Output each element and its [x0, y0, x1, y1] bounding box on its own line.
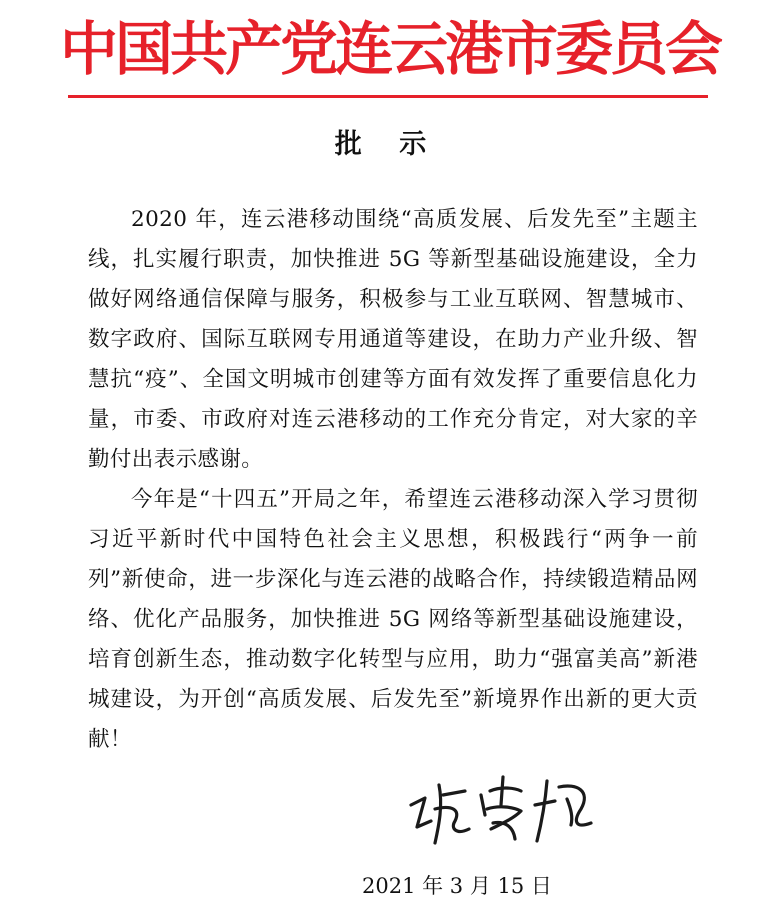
paragraph: 今年是“十四五”开局之年，希望连云港移动深入学习贯彻习近平新时代中国特色社会主义思想，积极践行“两争一前列”新使命，进一步深化与连云港的战略合作，持续锻造精品网络、优化产品服务，加快推进 5G 网络等新型基础设施建设，培育创新生态，推动数字化转型与应用，助力“强富美高”新港城建设，为开创“高质发展、后发先至”新境界作出新的更大贡献！ — [88, 487, 698, 752]
handwritten-signature — [395, 765, 610, 860]
signature-stroke — [501, 777, 503, 805]
signature-stroke — [481, 795, 485, 815]
letterhead-divider — [68, 95, 708, 98]
document-title: 批 示 — [334, 129, 441, 160]
signature-stroke — [559, 786, 591, 825]
signature-stroke — [567, 799, 572, 825]
signature-stroke — [490, 788, 521, 791]
signature-stroke — [487, 807, 521, 829]
document-body — [88, 200, 698, 760]
signature-stroke — [443, 791, 465, 795]
paragraph: 2020 年，连云港移动围绕“高质发展、后发先至”主题主线，扎实履行职责，加快推进 5G 等新型基础设施建设，全力做好网络通信保障与服务，积极参与工业互联网、智慧城市、数字政府、国际互联网专用通道等建设，在助力产业升级、智慧抗“疫”、全国文明城市创建等方面有效发挥了重要信息化力量，市委、市政府对连云港移动的工作充分肯定，对大家的辛勤付出表示感谢。 — [88, 207, 698, 472]
signature-stroke — [411, 798, 431, 827]
signature-stroke — [535, 801, 555, 805]
document-date: 2021 年 3 月 15 日 — [362, 874, 552, 898]
signature-stroke — [537, 781, 547, 841]
signature-stroke — [435, 785, 441, 843]
letterhead-title: 中国共产党连云港市委员会 — [60, 15, 721, 83]
